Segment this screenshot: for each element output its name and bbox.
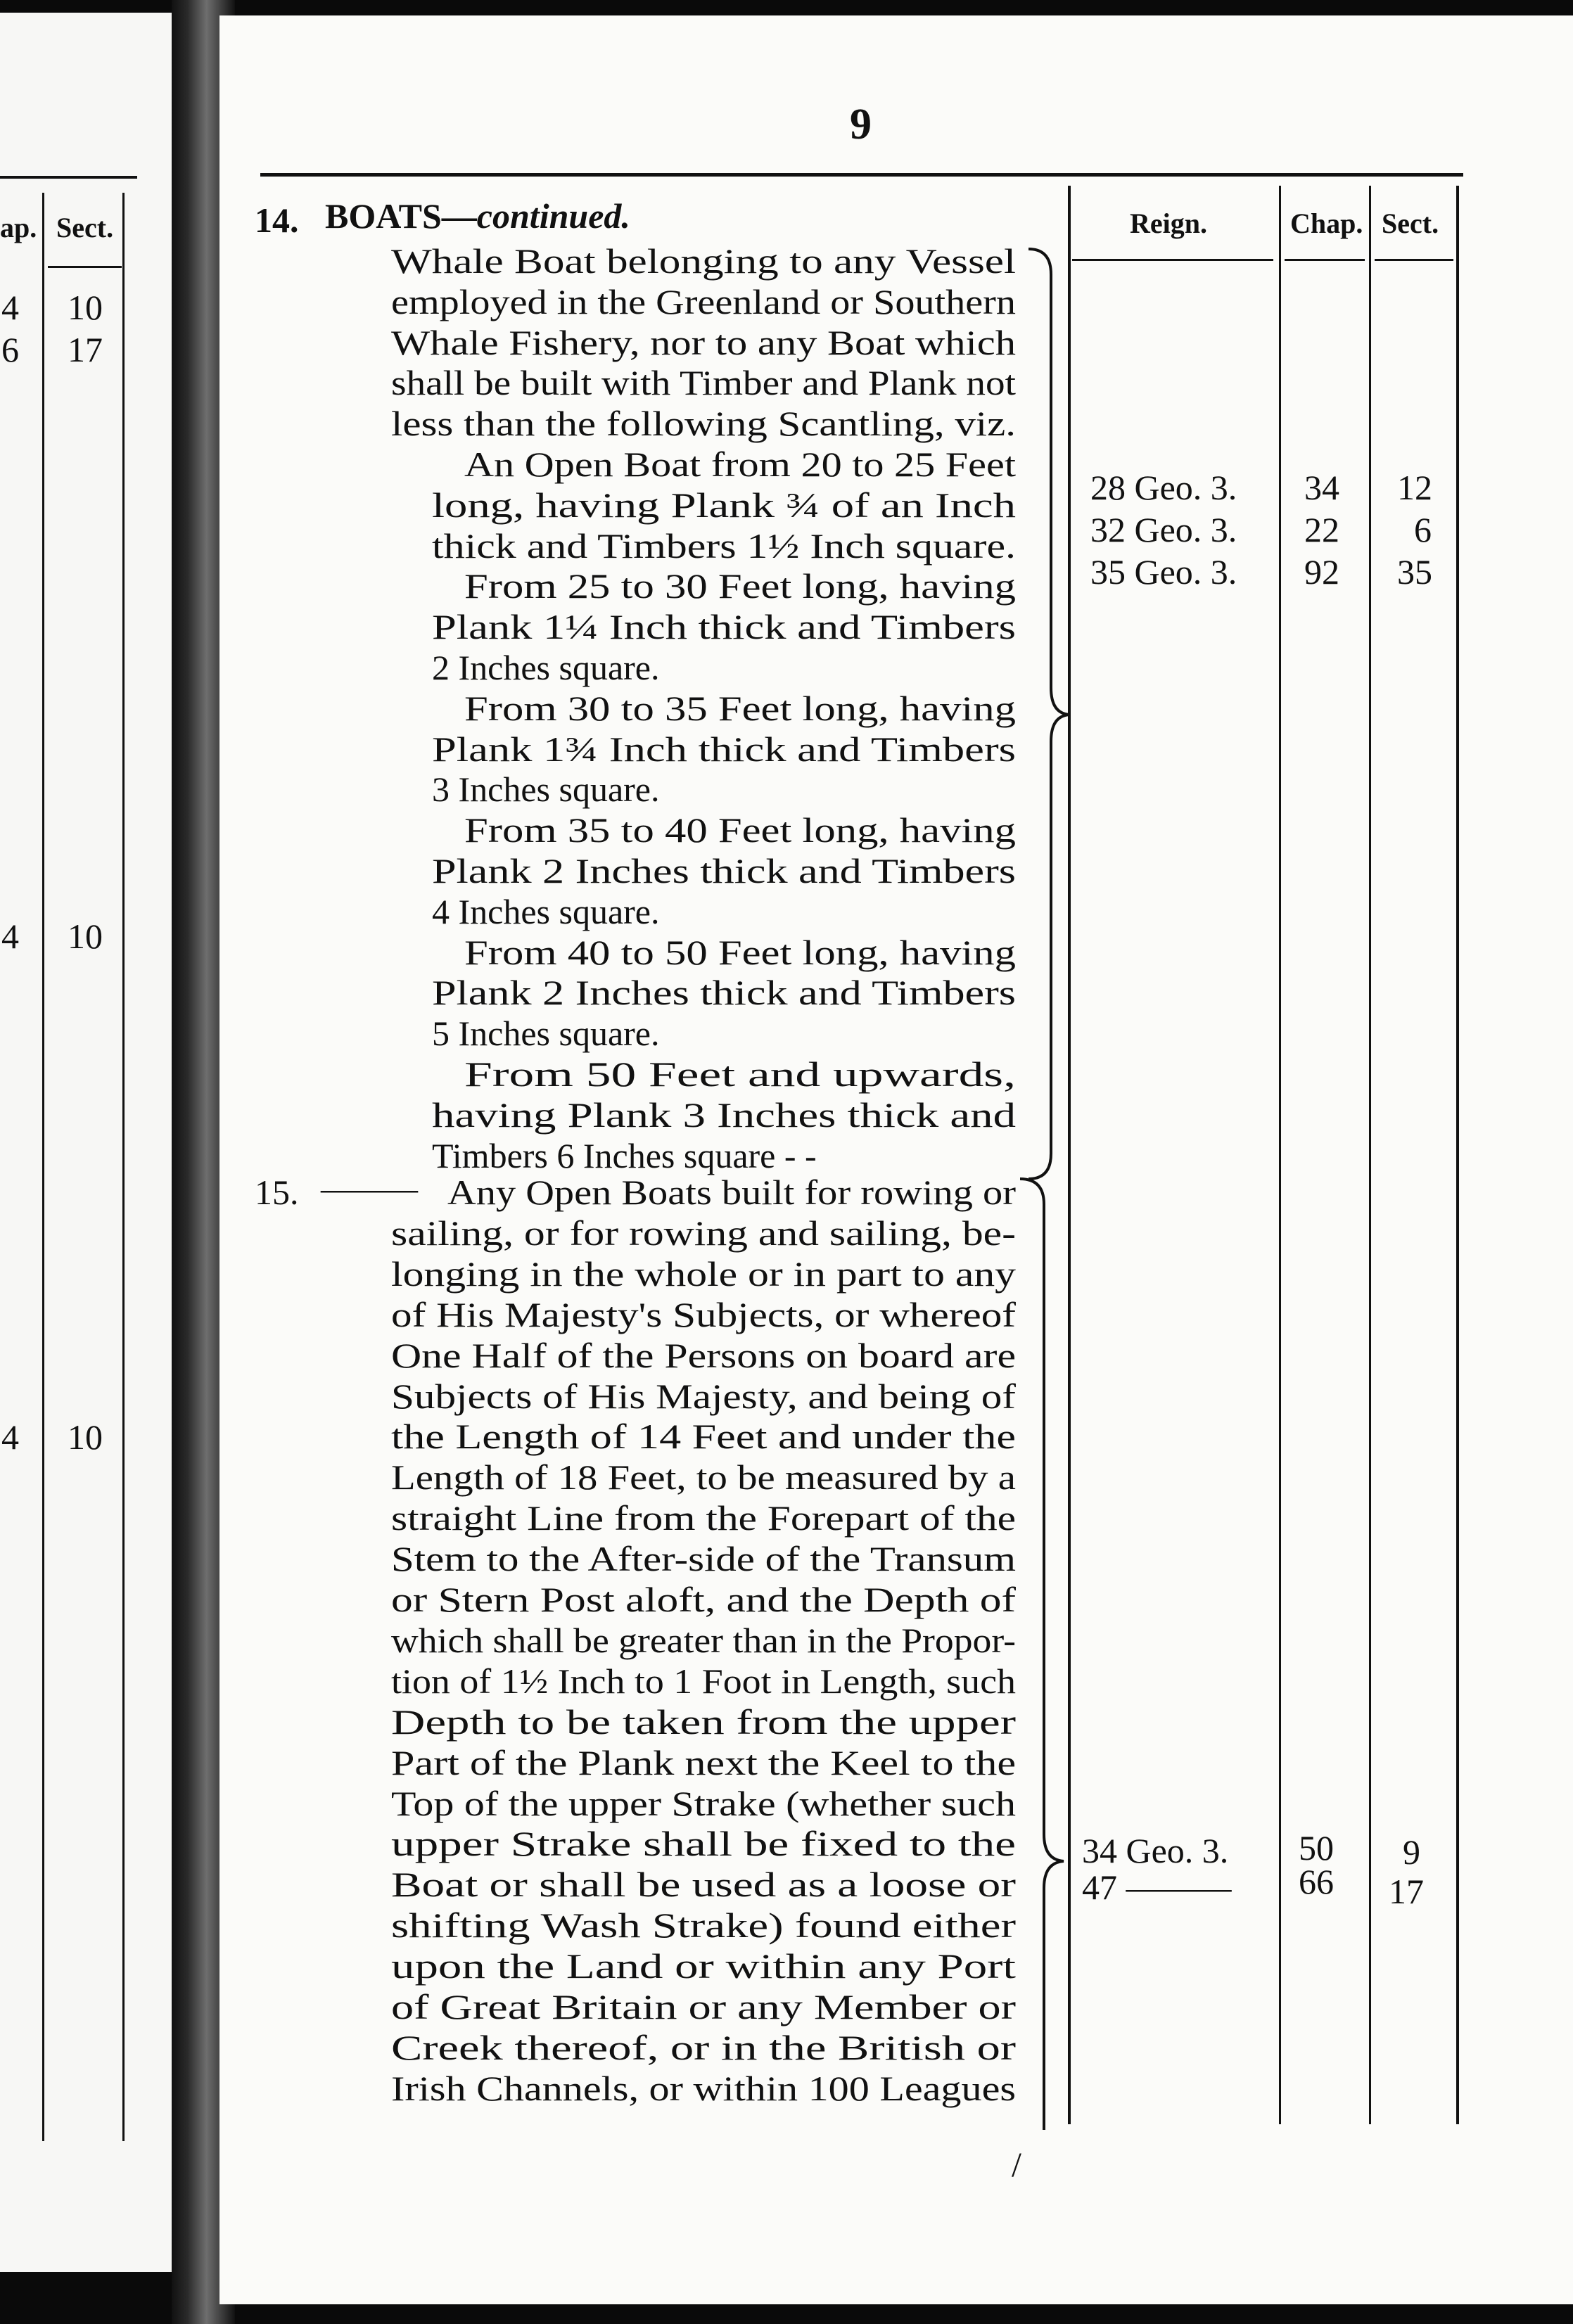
citation-reign: 32 Geo. 3. xyxy=(1090,510,1237,549)
entry-14-brace xyxy=(1024,246,1074,1182)
citation-sect: 9 xyxy=(1403,1832,1420,1872)
entry-15-brace xyxy=(1013,1176,1069,2133)
column-rule-chap xyxy=(1369,186,1371,2124)
text-line: Plank 2 Inches thick and Timbers xyxy=(432,973,1016,1013)
text-line: long, having Plank ¾ of an Inch xyxy=(432,485,1016,525)
text-line: tion of 1½ Inch to 1 Foot in Length, such xyxy=(391,1661,1016,1701)
citation-sect: 17 xyxy=(1389,1872,1424,1911)
header-underline-chap xyxy=(1285,259,1365,261)
text-line: Timbers 6 Inches square - - xyxy=(432,1135,817,1175)
text-line: Stem to the After-side of the Transum xyxy=(391,1539,1016,1579)
left-chap-header: ap. xyxy=(0,212,37,243)
text-line: straight Line from the Forepart of the xyxy=(391,1498,1016,1538)
left-header-underline xyxy=(48,266,122,268)
left-chap-value: 6 xyxy=(1,330,19,369)
text-line: Irish Channels, or within 100 Leagues xyxy=(391,2068,1016,2108)
citation-chap: 92 xyxy=(1304,552,1339,592)
text-line: Plank 1¾ Inch thick and Timbers xyxy=(432,729,1016,769)
citation-chap: 66 xyxy=(1299,1862,1334,1901)
text-line: From 35 to 40 Feet long, having xyxy=(464,810,1016,850)
heading-text: BOATS— xyxy=(325,196,477,236)
text-line: Subjects of His Majesty, and being of xyxy=(391,1376,1016,1416)
text-line: One Half of the Persons on board are xyxy=(391,1335,1016,1375)
left-top-rule xyxy=(0,176,137,179)
text-line: Whale Fishery, nor to any Boat which xyxy=(391,322,1016,362)
text-line: 4 Inches square. xyxy=(432,891,660,931)
text-line: shall be built with Timber and Plank not xyxy=(391,363,1016,403)
text-line: upon the Land or within any Port xyxy=(391,1946,1016,1986)
text-line: Creek thereof, or in the British or xyxy=(391,2027,1016,2067)
column-rule-reign xyxy=(1279,186,1281,2124)
chap-column-header: Chap. xyxy=(1290,208,1363,239)
text-line: sailing, or for rowing and sailing, be- xyxy=(391,1213,1016,1253)
text-line: having Plank 3 Inches thick and xyxy=(432,1094,1016,1135)
text-line: which shall be greater than in the Propor- xyxy=(391,1620,1016,1660)
left-column-rule xyxy=(122,193,125,2141)
left-sect-value: 10 xyxy=(68,1417,103,1457)
text-line: From 50 Feet and upwards, xyxy=(464,1054,1016,1094)
page-number: 9 xyxy=(850,101,872,148)
top-rule xyxy=(260,173,1463,177)
left-column-rule xyxy=(42,193,44,2141)
citation-chap: 34 xyxy=(1304,468,1339,507)
left-sect-value: 10 xyxy=(68,917,103,956)
text-line: Whale Boat belonging to any Vessel xyxy=(391,241,1016,281)
text-line: thick and Timbers 1½ Inch square. xyxy=(432,525,1016,566)
citation-sect: 6 xyxy=(1414,510,1432,549)
entry-number-14: 14. xyxy=(255,200,299,240)
text-line: shifting Wash Strake) found either xyxy=(391,1905,1016,1946)
citation-chap: 22 xyxy=(1304,510,1339,549)
text-line: longing in the whole or in part to any xyxy=(391,1253,1016,1294)
text-line: employed in the Greenland or Southern xyxy=(391,281,1016,321)
entry-15-dash: ——— xyxy=(321,1168,414,1208)
left-chap-value: 4 xyxy=(1,1417,19,1457)
text-line: upper Strake shall be fixed to the xyxy=(391,1824,1016,1864)
citation-sect: 35 xyxy=(1397,552,1432,592)
left-chap-value: 4 xyxy=(1,917,19,956)
header-underline-reign xyxy=(1072,259,1273,261)
text-line: An Open Boat from 20 to 25 Feet xyxy=(464,445,1016,484)
text-line: of Great Britain or any Member or xyxy=(391,1987,1016,2026)
stray-mark: / xyxy=(1012,2145,1021,2184)
text-line: Part of the Plank next the Keel to the xyxy=(391,1742,1016,1782)
text-line: less than the following Scantling, viz. xyxy=(391,404,1016,444)
left-sect-header: Sect. xyxy=(56,212,114,243)
reign-column-header: Reign. xyxy=(1130,208,1207,239)
left-sect-value: 10 xyxy=(68,288,103,327)
text-line: 2 Inches square. xyxy=(432,648,660,687)
text-line: the Length of 14 Feet and under the xyxy=(391,1417,1016,1457)
text-line: Plank 1¼ Inch thick and Timbers xyxy=(432,607,1016,647)
citation-reign: 47 ——— xyxy=(1082,1868,1232,1907)
text-line: From 40 to 50 Feet long, having xyxy=(464,932,1016,972)
column-rule-sect xyxy=(1456,186,1459,2124)
sect-column-header: Sect. xyxy=(1382,208,1439,239)
text-line: Any Open Boats built for rowing or xyxy=(447,1173,1016,1212)
text-line: or Stern Post aloft, and the Depth of xyxy=(391,1580,1016,1619)
text-line: Top of the upper Strake (whether such xyxy=(391,1783,1016,1823)
text-line: of His Majesty's Subjects, or whereof xyxy=(391,1294,1016,1334)
text-line: Boat or shall be used as a loose or xyxy=(391,1865,1016,1905)
citation-reign: 28 Geo. 3. xyxy=(1090,468,1237,507)
heading-continued: continued. xyxy=(476,196,630,236)
left-sect-value: 17 xyxy=(68,330,103,369)
citation-chap: 50 xyxy=(1299,1828,1334,1868)
text-line: From 25 to 30 Feet long, having xyxy=(464,566,1016,606)
text-line: From 30 to 35 Feet long, having xyxy=(464,688,1016,728)
text-line: 5 Inches square. xyxy=(432,1014,660,1054)
text-line: Depth to be taken from the upper xyxy=(391,1702,1016,1742)
citation-reign: 34 Geo. 3. xyxy=(1082,1831,1229,1870)
citation-sect: 12 xyxy=(1397,468,1432,507)
citation-reign: 35 Geo. 3. xyxy=(1090,552,1237,592)
header-underline-sect xyxy=(1375,259,1453,261)
text-line: 3 Inches square. xyxy=(432,770,660,810)
entry-14-heading xyxy=(325,198,630,234)
text-line: Plank 2 Inches thick and Timbers xyxy=(432,851,1016,890)
text-line: Length of 18 Feet, to be measured by a xyxy=(391,1457,1016,1498)
entry-number-15: 15. xyxy=(255,1173,299,1212)
left-chap-value: 4 xyxy=(1,288,19,327)
